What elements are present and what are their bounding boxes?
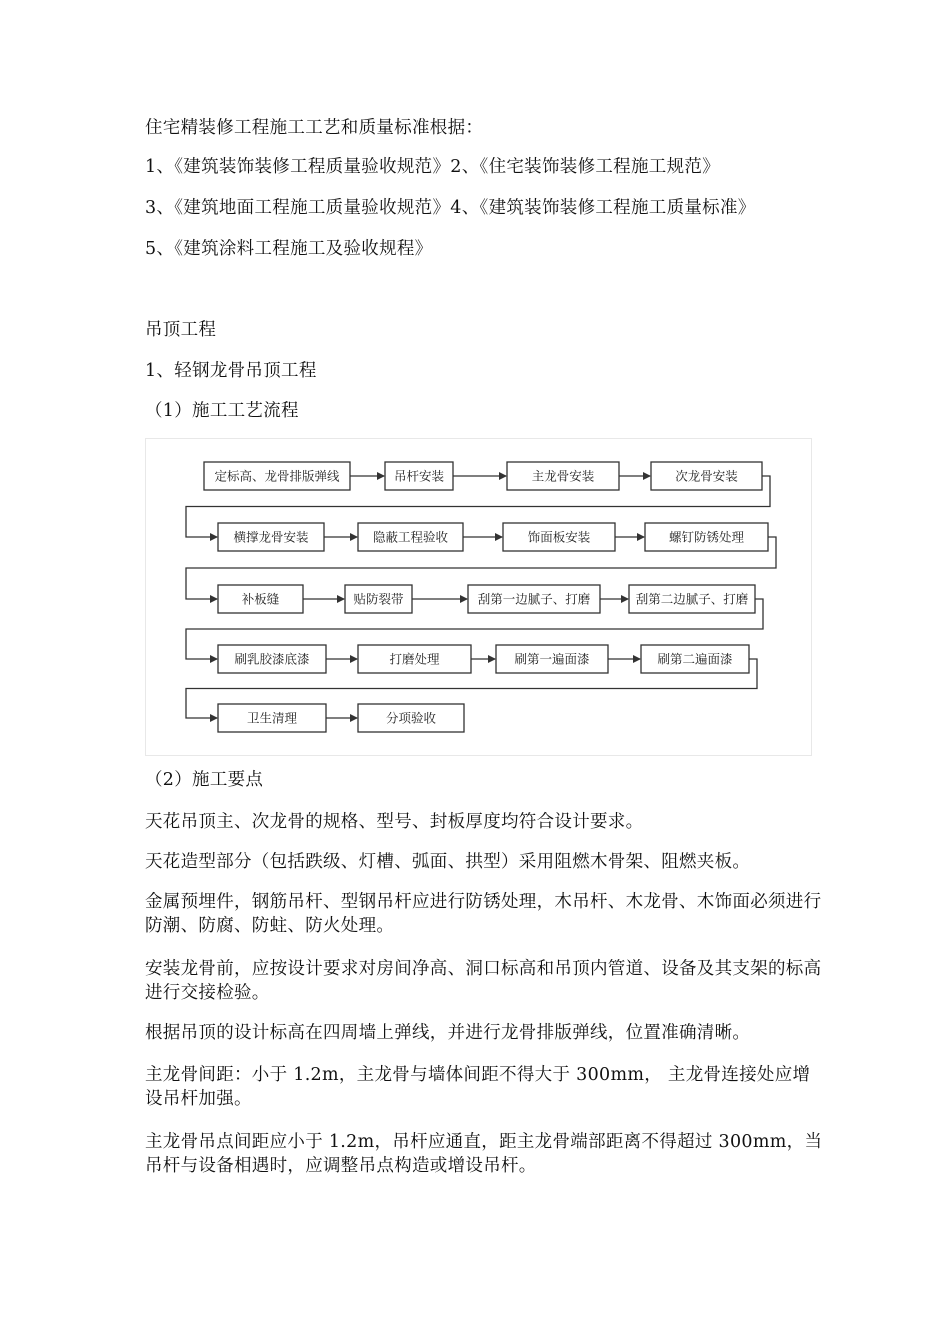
flow-step-label: 卫生清理 [246,710,298,726]
key-point-4: 安装龙骨前，应按设计要求对房间净高、洞口标高和吊顶内管道、设备及其支架的标高进行交接检验。 [145,959,822,1003]
section-title: 吊顶工程 [145,320,217,340]
reference-line-2: 3、《建筑地面工程施工质量验收规范》4、《建筑装饰装修工程施工质量标准》 [145,198,756,218]
key-point-6: 主龙骨间距：小于 1.2m，主龙骨与墙体间距不得大于 300mm， 主龙骨连接处应增设吊杆加强。 [145,1065,811,1109]
process-heading: （1）施工工艺流程 [145,401,299,421]
intro-text: 住宅精装修工程施工工艺和质量标准根据： [145,118,484,138]
flow-step-label: 刷第一遍面漆 [514,651,590,667]
flow-step-label: 次龙骨安装 [675,468,738,484]
flow-step-label: 打磨处理 [389,651,440,667]
flow-step-label: 定标高、龙骨排版弹线 [214,468,340,484]
flow-step-label: 吊杆安装 [393,468,445,484]
key-point-5: 根据吊顶的设计标高在四周墙上弹线，并进行龙骨排版弹线，位置准确清晰。 [145,1023,751,1043]
key-point-3: 金属预埋件，钢筋吊杆、型钢吊杆应进行防锈处理，木吊杆、木龙骨、木饰面必须进行防潮、防腐、防蛀、防火处理。 [145,892,822,936]
flow-step-label: 补板缝 [241,591,280,607]
flow-step-label: 刷乳胶漆底漆 [234,651,310,667]
flow-step-label: 横撑龙骨安装 [233,529,309,545]
reference-line-1: 1、《建筑装饰装修工程质量验收规范》2、《住宅装饰装修工程施工规范》 [145,157,720,177]
key-point-2: 天花造型部分（包括跌级、灯槽、弧面、拱型）采用阻燃木骨架、阻燃夹板。 [145,852,751,872]
flowchart-canvas [146,439,811,755]
flow-step-label: 主龙骨安装 [531,468,595,484]
flow-step-label: 刮第二边腻子、打磨 [635,591,749,607]
key-point-1: 天花吊顶主、次龙骨的规格、型号、封板厚度均符合设计要求。 [145,812,644,832]
reference-line-3: 5、《建筑涂料工程施工及验收规程》 [145,239,433,259]
flow-step-label: 隐蔽工程验收 [372,529,449,545]
flow-step-label: 螺钉防锈处理 [668,529,745,545]
flow-step-label: 分项验收 [385,710,437,726]
flow-step-label: 刷第二遍面漆 [657,651,733,667]
flow-step-label: 刮第一边腻子、打磨 [477,591,591,607]
process-flowchart [145,438,812,756]
flow-step-label: 贴防裂带 [353,591,404,607]
key-points-heading: （2）施工要点 [145,770,264,790]
key-point-7: 主龙骨吊点间距应小于 1.2m，吊杆应通直，距主龙骨端部距离不得超过 300mm，当吊杆与设备相遇时，应调整吊点构造或增设吊杆。 [145,1132,823,1176]
flow-step-label: 饰面板安装 [527,529,591,545]
subsection-title: 1、轻钢龙骨吊顶工程 [145,361,317,381]
